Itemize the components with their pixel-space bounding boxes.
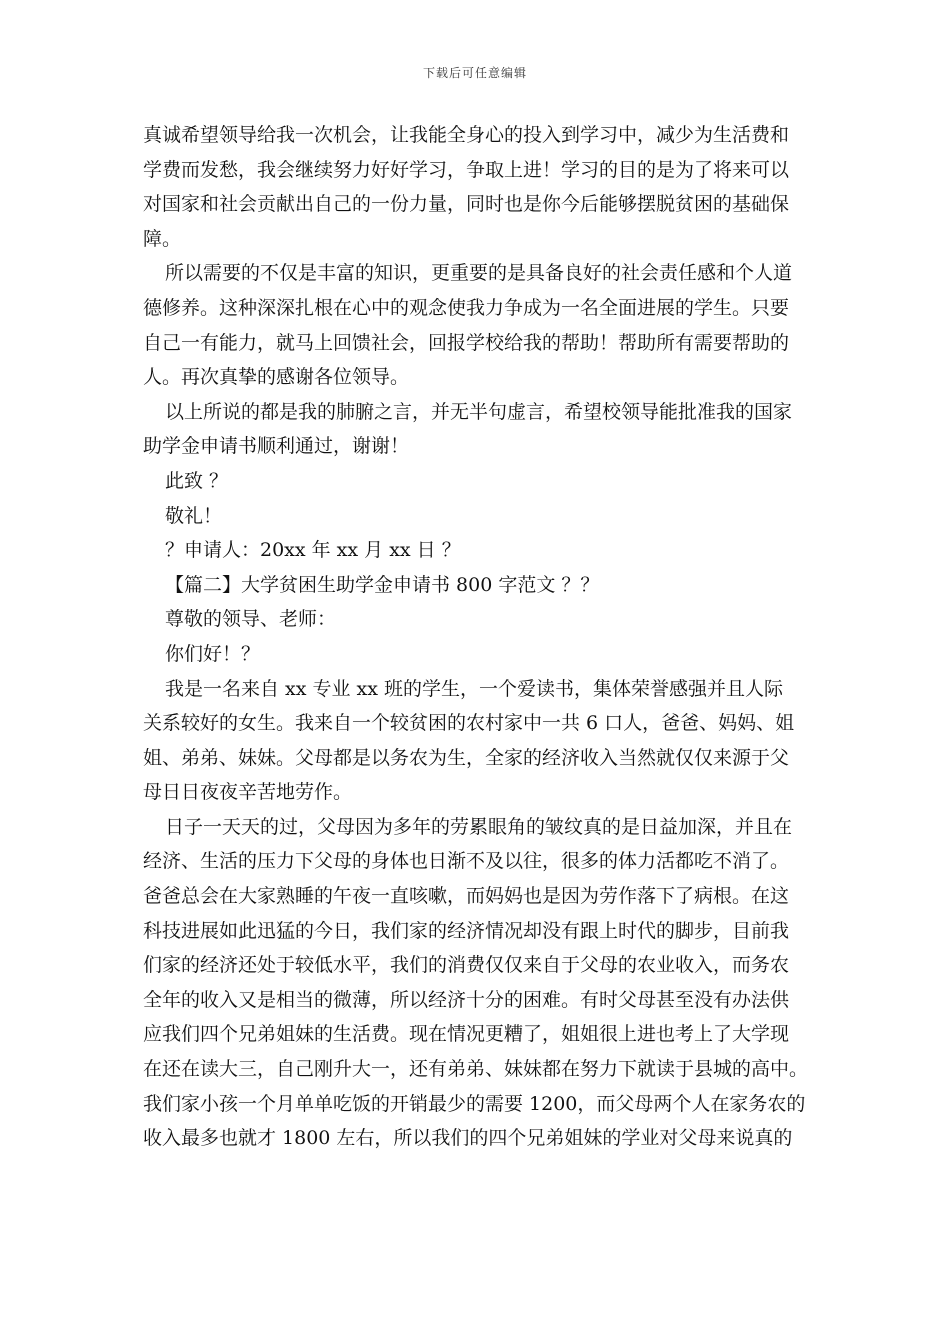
text-line: 在还在读大三，自己刚升大一，还有弟弟、妹妹都在努力下就读于县城的高中。 — [143, 1058, 809, 1081]
text-line: 收入最多也就才 1800 左右，所以我们的四个兄弟姐妹的学业对父母来说真的 — [143, 1127, 793, 1150]
text-line: 们家的经济还处于较低水平，我们的消费仅仅来自于父母的农业收入，而务农 — [143, 954, 790, 977]
text-line: 经济、生活的压力下父母的身体也日渐不及以往，很多的体力活都吃不消了。 — [143, 850, 790, 873]
text-line: 自己一有能力，就马上回馈社会，回报学校给我的帮助！帮助所有需要帮助的 — [143, 331, 790, 354]
text-line: 应我们四个兄弟姐妹的生活费。现在情况更糟了，姐姐很上进也考上了大学现 — [143, 1023, 790, 1046]
text-line: 姐、弟弟、妹妹。父母都是以务农为生，全家的经济收入当然就仅仅来源于父 — [143, 746, 790, 769]
text-line: 全年的收入又是相当的微薄，所以经济十分的困难。有时父母甚至没有办法供 — [143, 988, 790, 1011]
text-line: 我们家小孩一个月单单吃饭的开销最少的需要 1200，而父母两个人在家务农的 — [143, 1092, 806, 1115]
text-line: 尊敬的领导、老师： — [165, 608, 337, 631]
text-line: 所以需要的不仅是丰富的知识，更重要的是具备良好的社会责任感和个人道 — [165, 262, 793, 285]
page-header: 下载后可任意编辑 — [422, 66, 527, 80]
text-line: 母日日夜夜辛苦地劳作。 — [143, 781, 353, 804]
text-line: 关系较好的女生。我来自一个较贫困的农村家中一共 6 口人，爸爸、妈妈、姐 — [143, 712, 795, 735]
text-line: 我是一名来自 xx 专业 xx 班的学生，一个爱读书，集体荣誉感强并且人际 — [165, 677, 784, 700]
text-line: 此致 ？ — [165, 469, 229, 492]
text-line: 助学金申请书顺利通过，谢谢！ — [143, 435, 410, 458]
document-body — [143, 118, 808, 1156]
text-line: 对国家和社会贡献出自己的一份力量，同时也是你今后能够摆脱贫困的基础保 — [143, 193, 790, 216]
text-line: 德修养。这种深深扎根在心中的观念使我力争成为一名全面进展的学生。只要 — [143, 296, 790, 319]
text-line: 人。再次真挚的感谢各位领导。 — [143, 366, 410, 389]
text-line: 敬礼！ — [165, 504, 223, 527]
text-line: 日子一天天的过，父母因为多年的劳累眼角的皱纹真的是日益加深，并且在 — [165, 815, 793, 838]
text-line: 科技进展如此迅猛的今日，我们家的经济情况却没有跟上时代的脚步，目前我 — [143, 919, 790, 942]
text-line: 你们好！？ — [165, 642, 261, 665]
text-line: 爸爸总会在大家熟睡的午夜一直咳嗽，而妈妈也是因为劳作落下了病根。在这 — [143, 885, 790, 908]
text-line: 学费而发愁，我会继续努力好好学习，争取上进！学习的目的是为了将来可以 — [143, 158, 790, 181]
text-line: 真诚希望领导给我一次机会，让我能全身心的投入到学习中，减少为生活费和 — [143, 124, 790, 146]
text-line: 以上所说的都是我的肺腑之言，并无半句虚言，希望校领导能批准我的国家 — [165, 400, 793, 423]
text-line: ？申请人：20xx 年 xx 月 xx 日 ？ — [165, 539, 461, 562]
text-line: 障。 — [143, 227, 182, 250]
text-line: 【篇二】大学贫困生助学金申请书 800 字范文 ？？ — [165, 573, 600, 596]
